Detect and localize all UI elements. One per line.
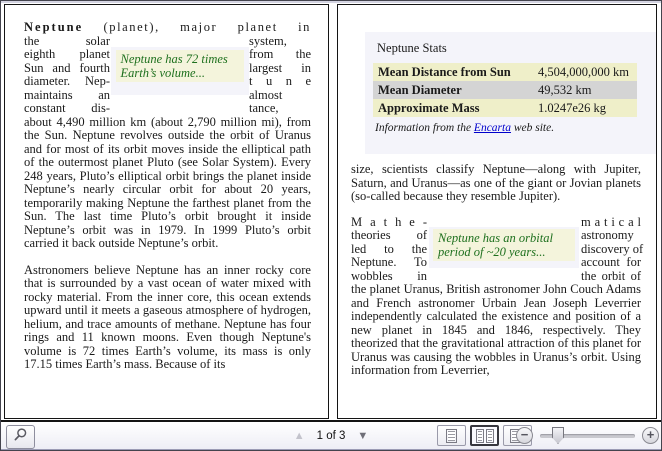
text-line: discovery of [581,241,644,256]
table-cell-label: Approximate Mass [378,100,480,115]
text-line: diameter. Nep- [24,74,110,88]
text-line: Neptune. To [351,255,427,269]
text-line: the orbit of [581,268,641,283]
table-row [373,63,637,81]
page-navigation [294,422,369,450]
table-row [373,99,637,117]
text-line: wobbles in [351,268,427,283]
caption-text: Information from the [375,122,474,134]
pull-quote: Neptune has an orbital period of ~20 years... [433,229,575,261]
pull-quote-floater [111,47,249,95]
two-page-icon [486,429,494,443]
stats-table-title: Neptune Stats [377,41,447,55]
page-indicator: 1 of 3 [316,430,346,442]
wrap-left-column [24,35,110,116]
text-line: Sun and fourth [24,60,110,75]
table-caption [375,122,657,134]
pull-quote: Neptune has 72 times Earth’s volume... [116,50,244,82]
zoom-slider-thumb[interactable] [552,427,564,444]
text-line: from the [249,47,311,61]
table-cell-value: 49,532 km [538,82,592,97]
text-line: eighth planet [24,47,110,61]
two-page-icon [476,429,484,443]
title-line-rest: (planet), major planet in [83,20,311,34]
text-line: theories of [351,228,427,242]
text-line: led to the [351,241,427,256]
window-top-strip [1,1,661,3]
text-line: account for [581,255,641,269]
document-page-1 [4,4,329,419]
pull-quote-floater [429,227,579,268]
encarta-link[interactable]: Encarta [473,122,511,134]
text-line: largest in [249,60,311,75]
table-cell-label: Mean Diameter [378,82,462,97]
text-line: the solar [24,33,110,48]
zoom-in-button[interactable]: + [642,427,659,444]
reader-toolbar [1,422,661,450]
document-page-2 [337,4,657,419]
text-line: maintains an [24,87,110,102]
text-line: M a t h e - [351,214,427,229]
previous-page-button[interactable]: ▲ [293,429,305,442]
stats-table [373,63,637,117]
wrapped-text-section [24,35,311,116]
single-page-view-button[interactable] [437,425,466,446]
wrap-right-column [249,35,311,116]
stats-floater [365,32,657,154]
zoom-slider[interactable] [540,434,635,438]
text-line: astronomy [581,228,634,242]
paragraph-gap [24,251,311,264]
table-cell-value: 4,504,000,000 km [538,64,629,79]
paragraph: size, scientists classify Neptune—along with Jupiter, Saturn, and Uranus—as one of the giant or Jovian planets (so-called because they resemble Jupiter). [351,162,641,203]
article-title: Neptune [24,20,84,34]
text-line: tance, [249,101,279,115]
paragraph: the planet Uranus, British astronomer John Couch Adams and French astronomer Urbain Jean Joseph Leverrier independently calculated the existence and position of a new planet in 1845 and 1846, respectively. They theorized that the gravitational attraction of this planet for Uranus was causing the wobbles in Uranus’s orbit. Using information from Leverrier, [351,282,641,377]
paragraph: Astronomers believe Neptune has an inner rocky core that is surrounded by a vast ocean of water mixed with rocky material. From the inner core, this ocean extends upward until it meets a gaseous atmosphere of hydrogen, helium, and trace amounts of methane. Neptune has four rings and 11 known moons. Even though Neptune's volume is 72 times Earth’s volume, its mass is only 17.15 times Earth’s mass. Because of its [24,262,311,371]
magnifier-icon [13,427,28,447]
text-line: almost [249,87,283,102]
table-cell-label: Mean Distance from Sun [378,64,511,79]
paragraph-gap [351,204,641,216]
zoom-out-button[interactable]: − [516,427,533,444]
next-page-button[interactable]: ▼ [357,429,369,442]
two-page-view-button[interactable] [470,425,499,446]
paragraph: about 4,490 million km (about 2,790 million mi), from the Sun. Neptune revolves outside the orbit of Uranus and for most of its orbit moves inside the elliptical path of the outermost planet Pluto (see Solar System). Every 248 years, Pluto’s elliptical orbit brings the planet inside Neptune’s nearly circular orbit for about 20 years, temporarily making Neptune the farthest planet from the Sun. The last time Pluto’s orbit brought it inside Neptune’s orbit was in 1979. In 1999 Pluto’s orbit carried it back outside Neptune’s orbit. [24,114,311,250]
caption-text: web site. [510,122,555,134]
table-row [373,81,637,99]
text-line: system, [249,33,287,48]
wrap-left-column [351,216,427,284]
article-title-line [24,21,311,35]
text-line: m a t i c a l [581,214,641,229]
wrap-right-column [581,214,644,284]
single-page-icon [446,429,457,443]
find-button[interactable] [6,425,35,449]
text-line: t u n e [249,74,311,88]
text-line: constant dis- [24,101,110,115]
wrapped-text-section [351,214,644,284]
table-cell-value: 1.0247e26 kg [538,100,607,115]
